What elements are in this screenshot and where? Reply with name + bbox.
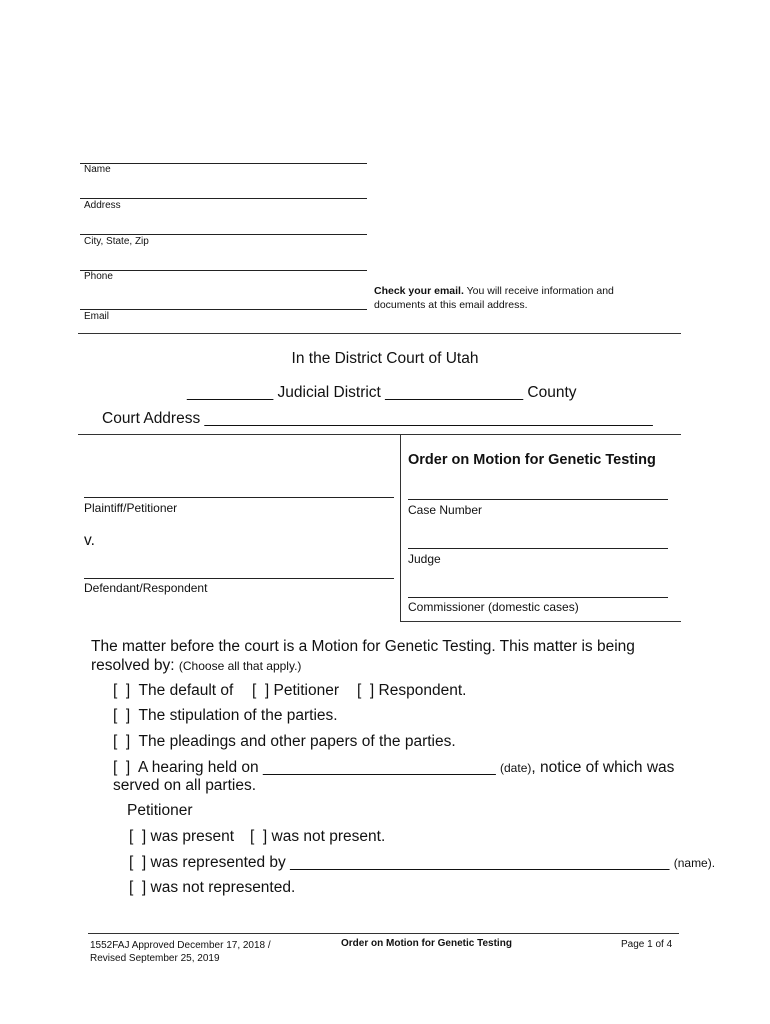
option-default-respondent[interactable]: [ ] Respondent. <box>357 682 467 699</box>
form-id-line-1: 1552FAJ Approved December 17, 2018 / <box>90 940 271 951</box>
plaintiff-label: Plaintiff/Petitioner <box>84 501 178 515</box>
plaintiff-line[interactable] <box>84 497 394 498</box>
form-id-line-2: Revised September 25, 2019 <box>90 953 220 964</box>
petitioner-present[interactable]: [ ] was present <box>129 828 235 845</box>
defendant-label: Defendant/Respondent <box>84 581 208 595</box>
judge-line[interactable] <box>408 548 668 549</box>
hearing-text: [ ] A hearing held on ___________________________ <box>113 759 501 776</box>
petitioner-not-represented[interactable]: [ ] was not represented. <box>129 879 296 896</box>
caption-divider <box>400 434 401 622</box>
intro-line-1: The matter before the court is a Motion for Genetic Testing. This matter is being <box>91 638 635 655</box>
email-line[interactable] <box>80 309 367 310</box>
document-title: Order on Motion for Genetic Testing <box>408 452 656 468</box>
email-note <box>374 284 614 312</box>
header-divider <box>78 333 681 334</box>
intro-main: resolved by: <box>91 657 179 674</box>
court-address-line: Court Address ____________________________________________________ <box>102 410 653 427</box>
hearing-notice: , notice of which was <box>531 759 675 776</box>
petitioner-represented[interactable] <box>129 854 715 872</box>
court-title: In the District Court of Utah <box>291 350 479 367</box>
city-state-zip-line[interactable] <box>80 234 367 235</box>
represented-name-label: (name). <box>673 856 716 870</box>
intro-line-2 <box>91 657 301 675</box>
hearing-date-label: (date) <box>500 761 532 775</box>
petitioner-heading: Petitioner <box>127 802 193 819</box>
option-default-petitioner[interactable]: [ ] Petitioner <box>252 682 340 699</box>
case-number-label: Case Number <box>408 503 483 517</box>
judge-label: Judge <box>408 552 441 566</box>
address-line[interactable] <box>80 198 367 199</box>
option-pleadings[interactable]: [ ] The pleadings and other papers of the parties. <box>113 733 456 750</box>
versus-text: v. <box>84 532 95 549</box>
caption-top-rule <box>78 434 681 435</box>
phone-label: Phone <box>84 271 113 282</box>
petitioner-not-present[interactable]: [ ] was not present. <box>250 828 386 845</box>
footer-rule <box>88 933 679 934</box>
address-label: Address <box>84 200 121 211</box>
commissioner-label: Commissioner (domestic cases) <box>408 600 579 614</box>
name-label: Name <box>84 164 111 175</box>
defendant-line[interactable] <box>84 578 394 579</box>
email-note-line1: You will receive information and <box>463 285 614 297</box>
option-hearing[interactable] <box>113 759 674 777</box>
city-state-zip-label: City, State, Zip <box>84 236 149 247</box>
name-line[interactable] <box>80 163 367 164</box>
email-note-bold: Check your email. <box>374 285 464 297</box>
caption-bottom-rule <box>400 621 681 622</box>
option-default[interactable]: [ ] The default of <box>113 682 234 699</box>
page-number: Page 1 of 4 <box>621 939 673 950</box>
district-county-line: __________ Judicial District ________________ County <box>187 384 577 401</box>
option-stipulation[interactable]: [ ] The stipulation of the parties. <box>113 707 338 724</box>
phone-line[interactable] <box>80 270 367 271</box>
commissioner-line[interactable] <box>408 597 668 598</box>
form-id <box>90 939 271 965</box>
hearing-line-2: served on all parties. <box>113 777 257 794</box>
email-label: Email <box>84 311 110 322</box>
represented-text: [ ] was represented by ____________________________________________ <box>129 854 674 871</box>
case-number-line[interactable] <box>408 499 668 500</box>
intro-small: (Choose all that apply.) <box>178 659 302 673</box>
footer-title: Order on Motion for Genetic Testing <box>341 938 512 949</box>
email-note-line2: documents at this email address. <box>374 299 528 311</box>
